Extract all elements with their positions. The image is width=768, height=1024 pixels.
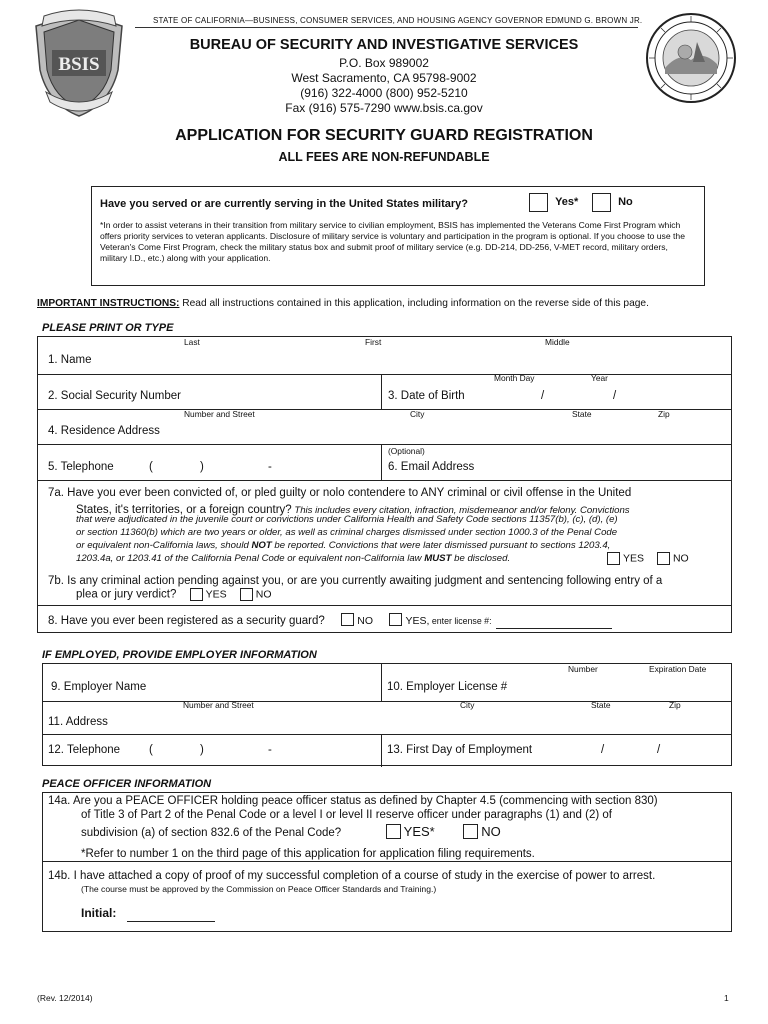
employer-paren-close: ) (200, 744, 204, 756)
page-subtitle: ALL FEES ARE NON-REFUNDABLE (278, 150, 490, 164)
first-label: First (365, 337, 382, 347)
q8-no-label: NO (357, 615, 374, 627)
q7a-line5: or equivalent non-California laws, should NOT be reported. Convictions that were later dismissed pursuant to sections 1203.4, (76, 540, 611, 551)
residence-label: 4. Residence Address (48, 425, 160, 437)
q14a-refer: *Refer to number 1 on the third page of this application for application filing requirements. (81, 848, 535, 860)
employer-dash: - (268, 744, 272, 756)
page-title: APPLICATION FOR SECURITY GUARD REGISTRATION (175, 127, 593, 144)
telephone-paren-open: ( (149, 461, 153, 473)
employer-name-input[interactable] (163, 676, 375, 696)
first-day-label: 13. First Day of Employment (387, 744, 533, 756)
q7b-line2: plea or jury verdict? YES NO (76, 588, 272, 601)
name-label: 1. Name (48, 354, 92, 366)
employer-paren-open: ( (149, 744, 153, 756)
header-rule (135, 27, 638, 28)
employer-expiration-label: Expiration Date (649, 664, 707, 674)
dob-label: 3. Date of Birth (388, 390, 465, 402)
military-section (91, 186, 705, 286)
dob-slash-1: / (541, 390, 545, 402)
employer-telephone-label: 12. Telephone (48, 744, 121, 756)
military-yes-label: Yes* (555, 196, 579, 209)
q14a-no-checkbox[interactable] (463, 824, 478, 839)
first-day-input[interactable] (568, 739, 723, 761)
first-day-slash-1: / (601, 744, 605, 756)
employer-form (42, 663, 732, 766)
employer-license-input[interactable] (533, 676, 723, 696)
page-number: 1 (724, 993, 729, 1003)
peace-officer-form (42, 792, 732, 932)
q8-yes-label: YES, (405, 615, 430, 627)
q7a-line6: 1203.4a, or 1203.41 of the California Penal Code or equivalent non-California law MUST be disclosed. (76, 553, 511, 564)
dob-input[interactable] (488, 385, 723, 405)
employer-number-label: Number (568, 664, 598, 674)
q8-row (48, 611, 612, 629)
name-input[interactable] (128, 350, 723, 370)
q7a-yes-checkbox[interactable] (607, 552, 620, 565)
employer-address-label: 11. Address (48, 716, 108, 728)
q8-text: 8. Have you ever been registered as a security guard? (48, 615, 325, 627)
last-label: Last (184, 337, 200, 347)
number-street-label: Number and Street (184, 409, 255, 419)
q7b-no-label: NO (255, 588, 272, 601)
agency-line: STATE OF CALIFORNIA—BUSINESS, CONSUMER SERVICES, AND HOUSING AGENCY GOVERNOR EDMUND G. BROWN JR. (153, 16, 643, 25)
q7b-yes-checkbox[interactable] (190, 588, 203, 601)
employer-number-street-label: Number and Street (183, 700, 254, 710)
initial-label: Initial: (81, 906, 117, 920)
state-label: State (572, 409, 592, 419)
employer-telephone-input[interactable] (147, 739, 375, 761)
fax-web-line: Fax (916) 575-7290 www.bsis.ca.gov (285, 101, 483, 115)
employer-city-label: City (460, 700, 475, 710)
employer-license-label: 10. Employer License # (387, 681, 508, 693)
optional-label: (Optional) (388, 446, 425, 456)
year-label: Year (591, 373, 608, 383)
q14a-line3: subdivision (a) of section 832.6 of the Penal Code? YES* NO (81, 824, 501, 839)
military-yes-checkbox[interactable] (529, 193, 548, 212)
telephone-label: 5. Telephone (48, 461, 114, 473)
military-no-checkbox[interactable] (592, 193, 611, 212)
military-no-label: No (618, 196, 633, 209)
q7a-no-checkbox[interactable] (657, 552, 670, 565)
po-box: P.O. Box 989002 (339, 56, 429, 70)
q7a-answers (604, 552, 689, 565)
q14a-no-label: NO (481, 824, 501, 839)
zip-label: Zip (658, 409, 670, 419)
q14a-yes-checkbox[interactable] (386, 824, 401, 839)
q7a-line3: that were adjudicated in the juvenile court or convictions under California Health and Safety Code sections 11357(b), (c), (d), (e) (76, 514, 618, 525)
middle-label: Middle (545, 337, 570, 347)
military-note: *In order to assist veterans in their transition from military service to civilian employment, BSIS has implemented the Veterans Come First Program which offers priority services to veteran applicants. Disclosure of military service is voluntary and participation in the program is optional. If you choose to use the Veteran's Come First Program, check the military status box and submit proof of military service (e.g. DD-214, DD-256, V-MET record, military orders, military I.D., etc.) along with your application. (100, 220, 685, 263)
residence-input[interactable] (178, 421, 723, 441)
phone-line: (916) 322-4000 (800) 952-5210 (300, 86, 468, 100)
instructions-text: Read all instructions contained in this application, including information on the reverse side of this page. (179, 298, 649, 309)
telephone-input[interactable] (148, 457, 376, 477)
important-instructions (37, 298, 649, 309)
q14b-text: 14b. I have attached a copy of proof of my successful completion of a course of study in the exercise of power to arrest. (48, 870, 656, 882)
q7a-yes-label: YES (623, 552, 645, 565)
personal-heading: PLEASE PRINT OR TYPE (42, 322, 174, 334)
q7a-line1: 7a. Have you ever been convicted of, or pled guilty or nolo contendere to ANY criminal or civil offense in the United (48, 487, 632, 499)
ssn-label: 2. Social Security Number (48, 390, 181, 402)
ssn-input[interactable] (208, 385, 376, 405)
email-label: 6. Email Address (388, 461, 475, 473)
city-line: West Sacramento, CA 95798-9002 (291, 71, 477, 85)
q7a-line4: or section 11360(b) which are two years or older, as well as criminal charges dismissed under section 1000.3 of the Penal Code (76, 527, 618, 538)
telephone-paren-close: ) (200, 461, 204, 473)
q7b-line1: 7b. Is any criminal action pending against you, or are you currently awaiting judgment and sentencing following entry of a (48, 575, 663, 587)
military-question: Have you served or are currently serving in the United States military? (100, 198, 469, 210)
employer-state-label: State (591, 700, 611, 710)
q7b-yes-label: YES (205, 588, 227, 601)
revision-label: (Rev. 12/2014) (37, 993, 93, 1003)
employer-zip-label: Zip (669, 700, 681, 710)
employer-name-label: 9. Employer Name (51, 681, 147, 693)
employer-heading: IF EMPLOYED, PROVIDE EMPLOYER INFORMATION (42, 649, 317, 661)
initial-row (81, 904, 215, 922)
email-input[interactable] (493, 457, 723, 477)
month-day-label: Month Day (494, 373, 535, 383)
personal-form (37, 336, 732, 633)
q14a-yes-label: YES* (403, 824, 435, 839)
q8-license-input[interactable] (496, 616, 612, 629)
employer-address-input[interactable] (133, 712, 723, 732)
q14b-note: (The course must be approved by the Commission on Peace Officer Standards and Training.) (81, 884, 437, 894)
telephone-dash: - (268, 461, 272, 473)
q14a-line2: of Title 3 of Part 2 of the Penal Code or a level I or level II reserve officer under paragraphs (1) and (2) of (81, 809, 612, 821)
first-day-slash-2: / (657, 744, 661, 756)
q7b-no-checkbox[interactable] (240, 588, 253, 601)
city-label: City (410, 409, 425, 419)
dob-slash-2: / (613, 390, 617, 402)
peace-officer-heading: PEACE OFFICER INFORMATION (42, 778, 212, 790)
q7a-no-label: NO (672, 552, 689, 565)
initial-input[interactable] (127, 909, 215, 922)
badge-text: BSIS (58, 54, 100, 75)
bureau-name: BUREAU OF SECURITY AND INVESTIGATIVE SERVICES (189, 37, 579, 53)
instructions-label: IMPORTANT INSTRUCTIONS: (37, 298, 180, 309)
q14a-line1: 14a. Are you a PEACE OFFICER holding peace officer status as defined by Chapter 4.5 (commencing with section 830) (48, 795, 658, 807)
q8-license-label: enter license #: (429, 616, 492, 626)
q7a-line2: States, it's territories, or a foreign country? This includes every citation, infraction, misdemeanor and/or felony. Convictions (76, 504, 630, 516)
q8-yes-checkbox[interactable] (389, 613, 402, 626)
q8-no-checkbox[interactable] (341, 613, 354, 626)
